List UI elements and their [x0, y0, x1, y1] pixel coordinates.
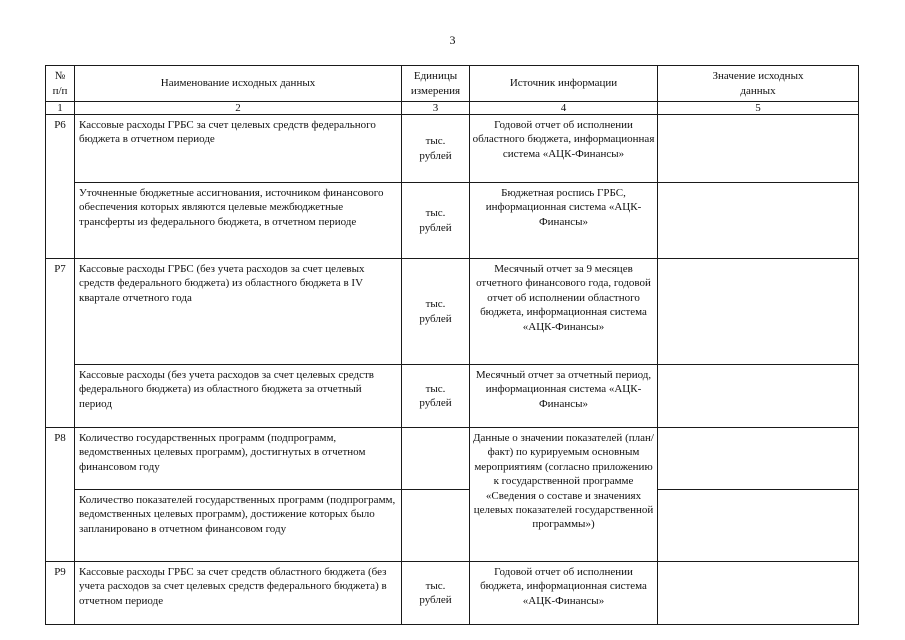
column-number: 4: [470, 102, 658, 115]
row-name: Уточненные бюджетные ассигнования, источником финансового обеспечения которых являются целевые межбюджетные трансферты из федерального бюджета, в отчетном периоде: [75, 183, 402, 259]
row-unit: тыс. рублей: [402, 562, 470, 625]
row-unit: тыс. рублей: [402, 115, 470, 183]
row-value: [658, 259, 859, 365]
header-num: № п/п: [46, 66, 75, 102]
table-row: [46, 490, 859, 562]
row-unit: тыс. рублей: [402, 365, 470, 428]
row-number: Р6: [46, 115, 75, 259]
row-name: Количество показателей государственных программ (подпрограмм, ведомственных целевых программ), достижение которых было запланировано в отчетном финансовом году: [75, 490, 402, 562]
column-number: 1: [46, 102, 75, 115]
row-value: [658, 562, 859, 625]
row-value: [658, 428, 859, 490]
row-name: Количество государственных программ (подпрограмм, ведомственных целевых программ), достигнутых в отчетном финансовом году: [75, 428, 402, 490]
column-number: 2: [75, 102, 402, 115]
row-name: Кассовые расходы ГРБС за счет средств областного бюджета (без учета расходов за счет целевых средств федерального бюджета) в отчетном периоде: [75, 562, 402, 625]
row-source: Годовой отчет об исполнении областного бюджета, информационная система «АЦК-Финансы»: [470, 115, 658, 183]
header-source: Источник информации: [470, 66, 658, 102]
page-number: 3: [449, 33, 456, 47]
table-row: [46, 183, 859, 259]
row-source: Месячный отчет за 9 месяцев отчетного финансового года, годовой отчет об исполнении областного бюджета, информационная система «АЦК-Финансы»: [470, 259, 658, 365]
column-number: 5: [658, 102, 859, 115]
header-name: Наименование исходных данных: [75, 66, 402, 102]
row-unit: [402, 428, 470, 490]
row-source: Годовой отчет об исполнении бюджета, информационная система «АЦК-Финансы»: [470, 562, 658, 625]
row-name: Кассовые расходы ГРБС (без учета расходов за счет целевых средств федерального бюджета) из областного бюджета в IV квартале отчетного года: [75, 259, 402, 365]
row-name: Кассовые расходы (без учета расходов за счет целевых средств федерального бюджета) из областного бюджета за отчетный период: [75, 365, 402, 428]
row-number: Р8: [46, 428, 75, 562]
table-row: [46, 365, 859, 428]
column-number-row: [46, 102, 859, 115]
row-unit: [402, 490, 470, 562]
table-header-row: [46, 66, 859, 102]
row-name: Кассовые расходы ГРБС за счет целевых средств федерального бюджета в отчетном периоде: [75, 115, 402, 183]
source-data-table: [45, 65, 859, 625]
header-value: Значение исходных данных: [658, 66, 859, 102]
row-unit: тыс. рублей: [402, 183, 470, 259]
column-number: 3: [402, 102, 470, 115]
table-row: [46, 115, 859, 183]
table-row: [46, 428, 859, 490]
row-source: Бюджетная роспись ГРБС, информационная система «АЦК-Финансы»: [470, 183, 658, 259]
table-row: [46, 562, 859, 625]
row-source: Данные о значении показателей (план/факт) по курируемым основным мероприятиям (согласно приложению к государственной программе «Сведения о составе и значениях целевых показателей государственной программы»): [470, 428, 658, 562]
table-row: [46, 259, 859, 365]
row-value: [658, 365, 859, 428]
row-unit: тыс. рублей: [402, 259, 470, 365]
row-number: Р9: [46, 562, 75, 625]
row-value: [658, 115, 859, 183]
row-number: Р7: [46, 259, 75, 428]
header-unit: Единицы измерения: [402, 66, 470, 102]
row-value: [658, 183, 859, 259]
row-source: Месячный отчет за отчетный период, информационная система «АЦК-Финансы»: [470, 365, 658, 428]
row-value: [658, 490, 859, 562]
